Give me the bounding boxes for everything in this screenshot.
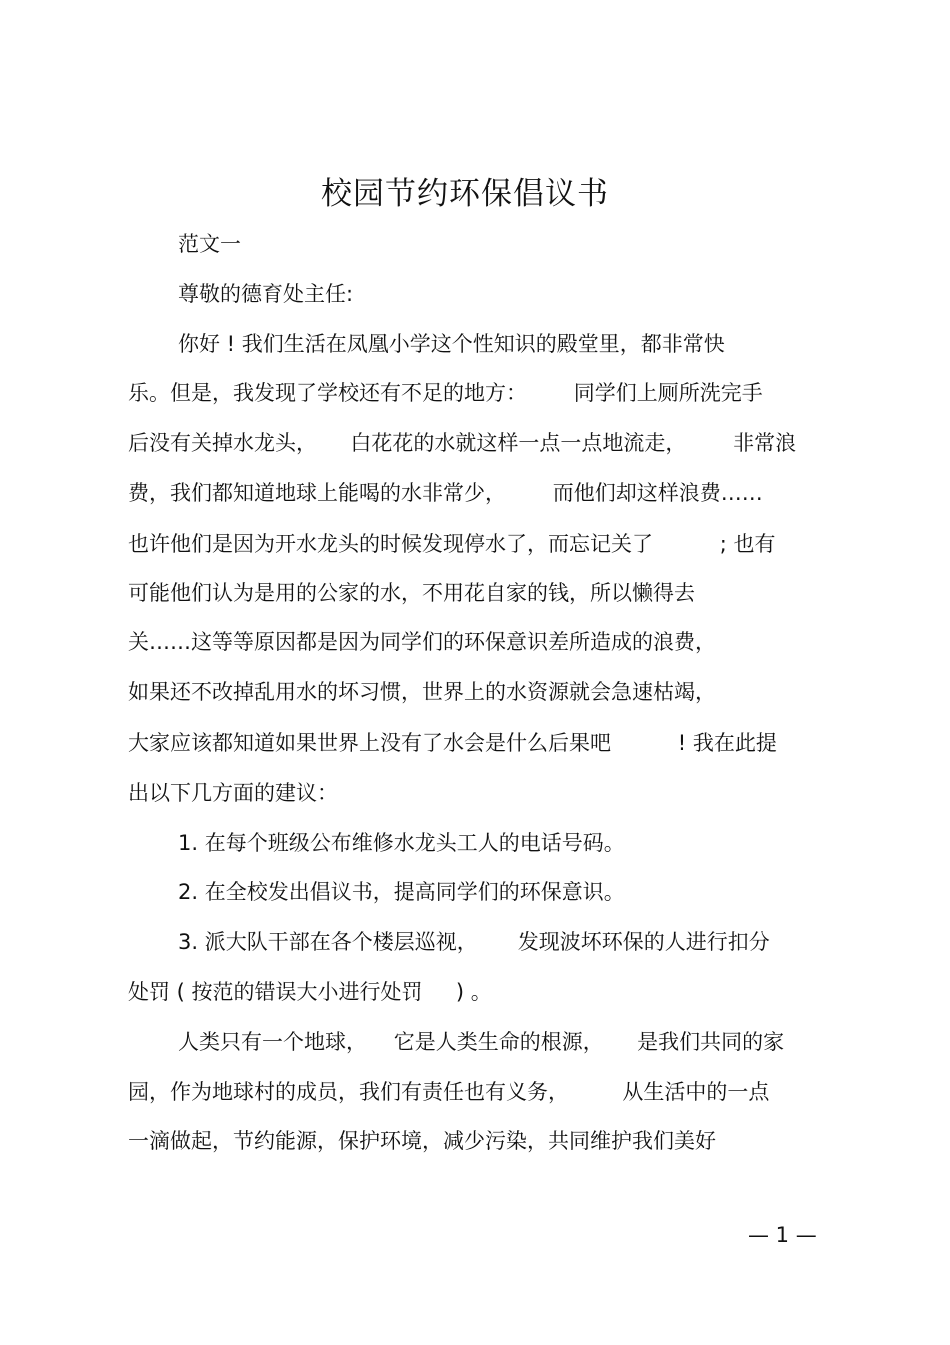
body-line: 费，我们都知道地球上能喝的水非常少， 而他们却这样浪费…… — [128, 481, 763, 505]
body-line: 园，作为地球村的成员，我们有责任也有义务， 从生活中的一点 — [128, 1080, 770, 1104]
body-line: 你好 ! 我们生活在凤凰小学这个性知识的殿堂里，都非常快 — [178, 332, 725, 356]
body-line: 处罚 ( 按范的错误大小进行处罚 ) 。 — [128, 980, 492, 1004]
document-title: 校园节约环保倡议书 — [321, 176, 609, 212]
body-line: 出以下几方面的建议： — [128, 781, 338, 805]
body-line: 一滴做起，节约能源，保护环境，减少污染，共同维护我们美好 — [128, 1129, 716, 1153]
body-line: 也许他们是因为开水龙头的时候发现停水了，而忘记关了 ; 也有 — [128, 532, 776, 556]
body-line: 大家应该都知道如果世界上没有了水会是什么后果吧 ! 我在此提 — [128, 731, 777, 755]
body-line: 乐。但是，我发现了学校还有不足的地方： 同学们上厕所洗完手 — [128, 381, 763, 405]
page-number: — 1 — — [748, 1223, 817, 1247]
salutation: 尊敬的德育处主任: — [178, 282, 354, 306]
suggestion-item: 3. 派大队干部在各个楼层巡视， 发现波坏环保的人进行扣分 — [178, 930, 770, 954]
body-line: 人类只有一个地球， 它是人类生命的根源， 是我们共同的家 — [178, 1030, 785, 1054]
document-label: 范文一 — [178, 232, 241, 256]
body-line: 关……这等等原因都是因为同学们的环保意识差所造成的浪费， — [128, 630, 716, 654]
body-line: 后没有关掉水龙头， 白花花的水就这样一点一点地流走， 非常浪 — [128, 431, 797, 455]
body-line: 可能他们认为是用的公家的水，不用花自家的钱，所以懒得去 — [128, 581, 695, 605]
suggestion-item: 2. 在全校发出倡议书，提高同学们的环保意识。 — [178, 880, 625, 904]
suggestion-item: 1. 在每个班级公布维修水龙头工人的电话号码。 — [178, 831, 625, 855]
body-line: 如果还不改掉乱用水的坏习惯，世界上的水资源就会急速枯竭， — [128, 680, 716, 704]
